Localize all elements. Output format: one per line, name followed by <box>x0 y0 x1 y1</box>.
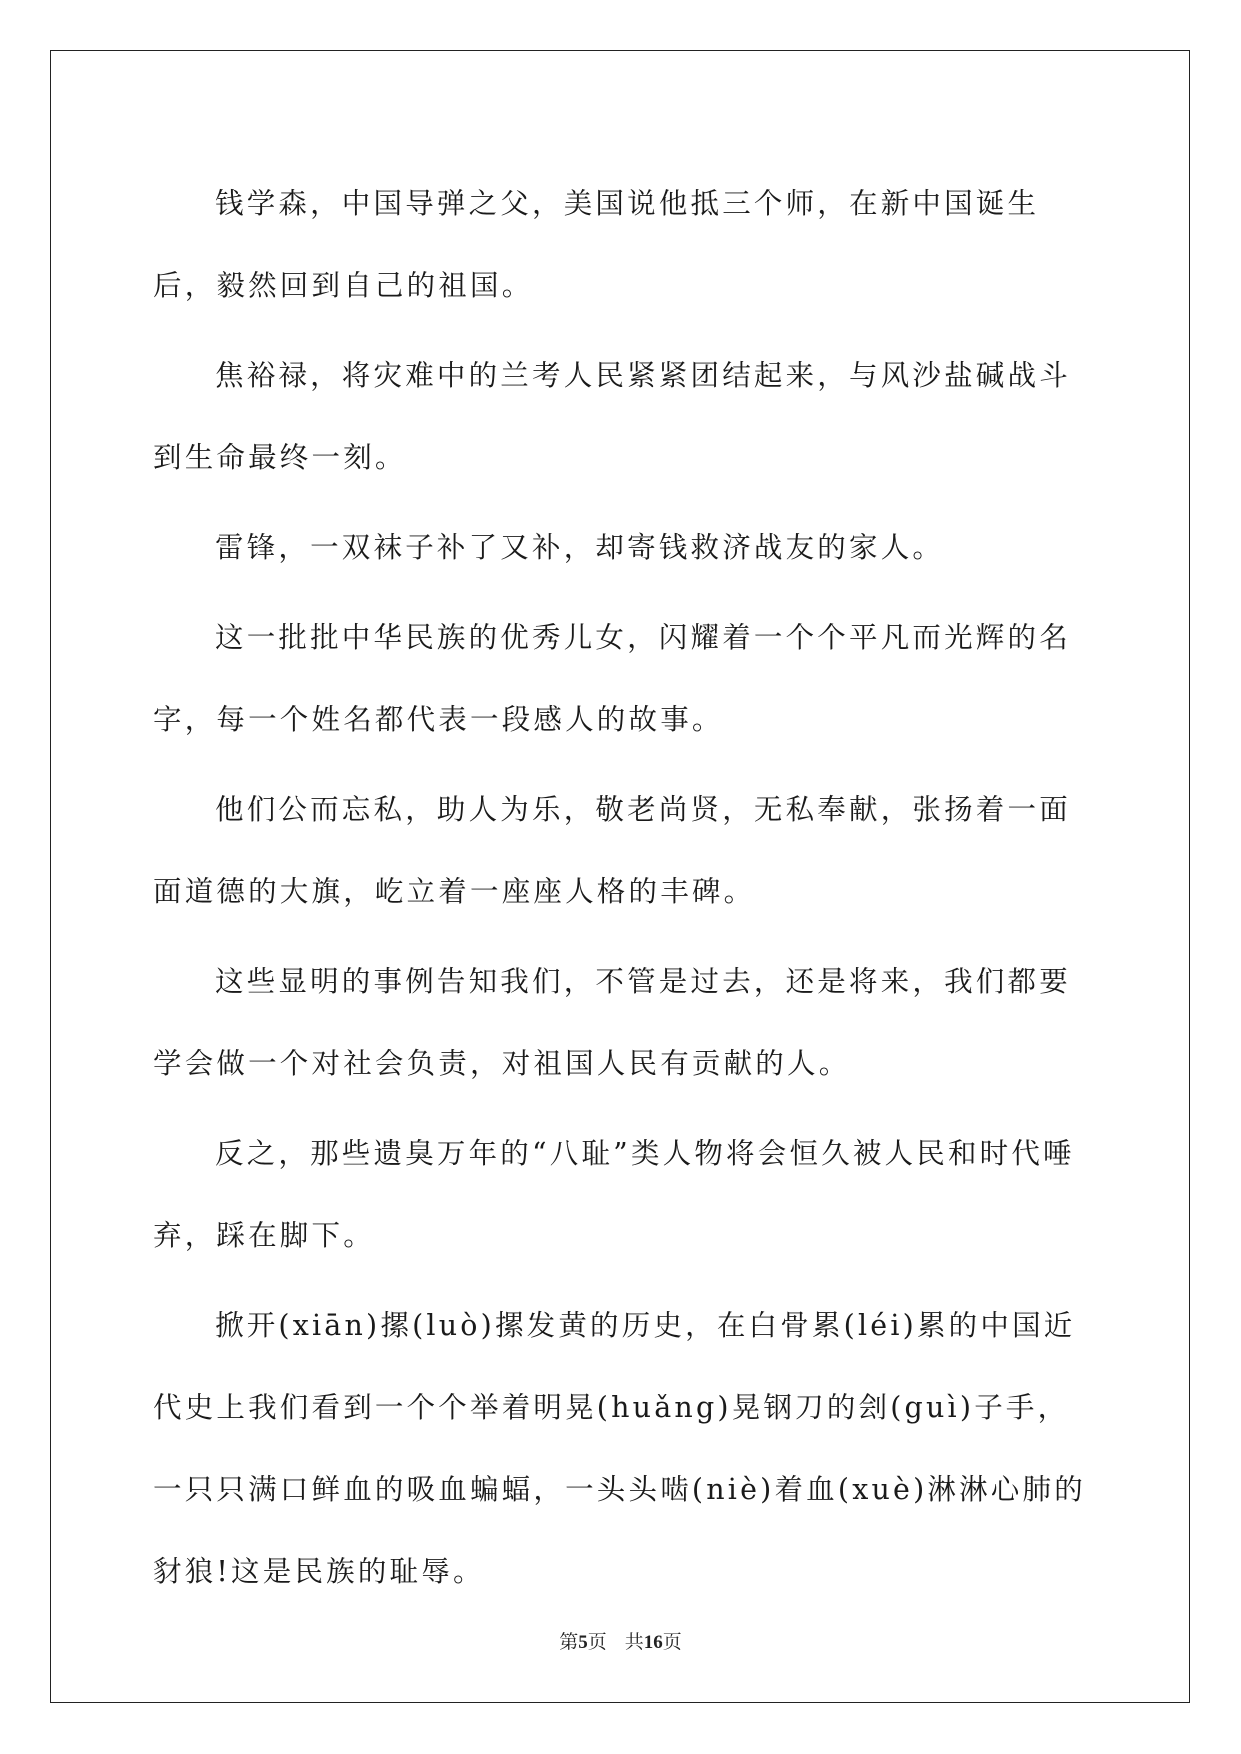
paragraph: 掀开(xiān)摞(luò)摞发黄的历史，在白骨累(léi)累的中国近代史上我们看到一个个举着明晃(huǎng)晃钢刀的刽(guì)子手，一只只满口鲜血的吸血蝙蝠，一头头啮(niè)着血(xuè)淋淋心肺的豺狼!这是民族的耻辱。 <box>153 1309 1086 1588</box>
total-pages: 16 <box>643 1632 663 1653</box>
document-body <box>153 163 1090 1621</box>
page-number: 5 <box>578 1632 588 1653</box>
paragraph: 反之，那些遗臭万年的“八耻”类人物将会恒久被人民和时代唾弃，踩在脚下。 <box>153 1137 1075 1252</box>
paragraph: 这些显明的事例告知我们，不管是过去，还是将来，我们都要学会做一个对社会负责，对祖国人民有贡献的人。 <box>153 965 1071 1080</box>
total-prefix: 共 <box>624 1631 644 1653</box>
paragraph: 钱学森，中国导弹之父，美国说他抵三个师，在新中国诞生后，毅然回到自己的祖国。 <box>153 187 1040 302</box>
paragraph: 雷锋，一双袜子补了又补，却寄钱救济战友的家人。 <box>215 531 945 564</box>
total-suffix: 页 <box>662 1631 682 1653</box>
paragraph: 他们公而忘私，助人为乐，敬老尚贤，无私奉献，张扬着一面面道德的大旗，屹立着一座座人格的丰碑。 <box>153 793 1071 908</box>
page-prefix: 第 <box>559 1631 579 1653</box>
page-footer <box>0 1627 1241 1654</box>
paragraph: 焦裕禄，将灾难中的兰考人民紧紧团结起来，与风沙盐碱战斗到生命最终一刻。 <box>153 359 1071 474</box>
page-suffix: 页 <box>587 1631 607 1653</box>
paragraph: 这一批批中华民族的优秀儿女，闪耀着一个个平凡而光辉的名字，每一个姓名都代表一段感人的故事。 <box>153 621 1071 736</box>
